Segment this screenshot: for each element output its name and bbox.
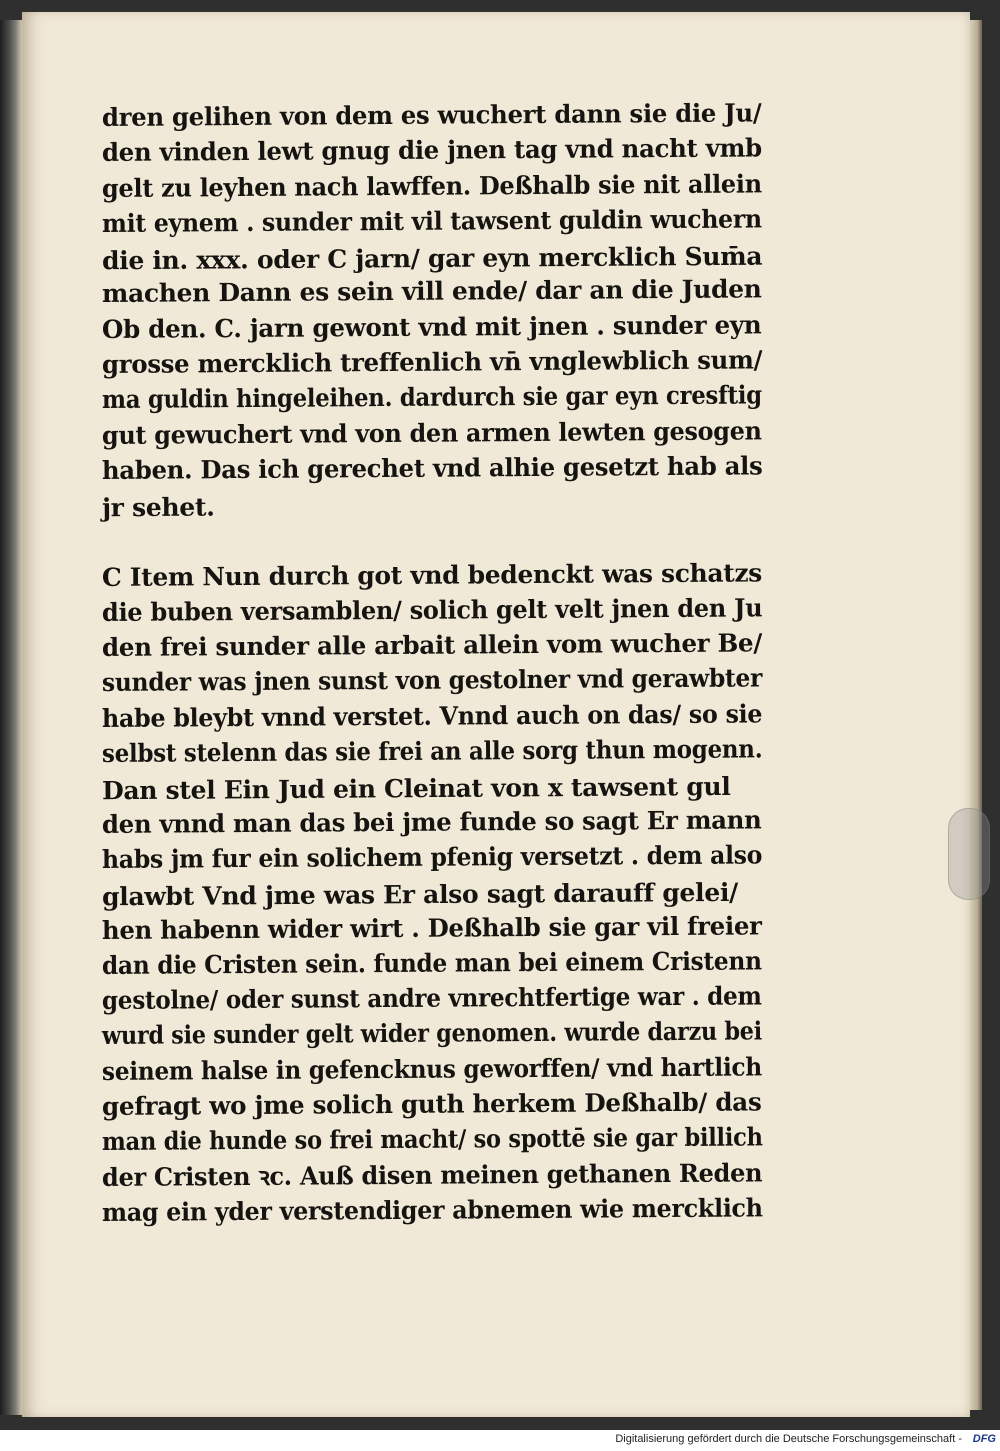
text-line: Ob den. C. jarn gewont vnd mit jnen . sunder eyn <box>101 310 762 344</box>
text-line: hen habenn wider wirt . Deßhalb sie gar vil freier <box>101 910 762 945</box>
text-line: die in. xxx. oder C jarn/ gar eyn mercklich Sum̄a <box>101 241 763 276</box>
paragraph-1 <box>102 100 762 524</box>
text-line: die buben versamblen/ solich gelt velt jnen den Ju <box>101 593 763 627</box>
text-line: mit eynem . sunder mit vil tawsent guldin wuchern <box>101 204 762 238</box>
text-line: habs jm fur ein solichem pfenig versetzt . dem also <box>101 840 763 874</box>
funding-notice: Digitalisierung gefördert durch die Deutsche Forschungsgemeinschaft - <box>615 1433 962 1445</box>
footer-bar <box>0 1430 1000 1451</box>
text-line: C Item Nun durch got vnd bedenckt was schatzs <box>101 557 763 592</box>
text-line: der Cristen ꝛc. Auß disen meinen gethanen Reden <box>101 1158 763 1192</box>
text-line: gelt zu leyhen nach lawffen. Deßhalb sie nit allein <box>101 168 762 203</box>
text-line: haben. Das ich gerechet vnd alhie gesetzt hab als <box>101 451 763 485</box>
text-line: selbst stelenn das sie frei an alle sorg thun mogenn. <box>101 734 763 769</box>
text-line: wurd sie sunder gelt wider genomen. wurde darzu bei <box>101 1016 763 1051</box>
dfg-logo: DFG <box>972 1433 996 1445</box>
text-line: Dan stel Ein Jud ein Cleinat von x tawsent gul <box>101 772 731 806</box>
text-line: man die hunde so frei macht/ so spottē sie gar billich <box>101 1122 763 1157</box>
text-line: sunder was jnen sunst von gestolner vnd gerawbter <box>101 663 763 698</box>
text-line: glawbt Vnd jme was Er also sagt darauff gelei/ <box>101 878 739 912</box>
text-line: seinem halse in gefencknus geworffen/ vnd hartlich <box>101 1052 762 1086</box>
page-edge <box>970 20 982 1410</box>
text-line: den frei sunder alle arbait allein vom wucher Be/ <box>101 628 763 663</box>
text-line: gestolne/ oder sunst andre vnrechtfertige war . dem <box>101 981 762 1016</box>
text-line: ma guldin hingeleihen. dardurch sie gar eyn cresftig <box>101 380 762 415</box>
text-line: gefragt wo jme solich guth herkem Deßhalb/ das <box>101 1087 762 1122</box>
text-line: grosse mercklich treffenlich vn̄ vnglewblich sum/ <box>101 345 763 380</box>
paragraph-2 <box>101 557 763 1231</box>
page-clip <box>948 808 990 900</box>
text-line: den vnnd man das bei jme funde so sagt Er mann <box>101 805 762 839</box>
text-line: den vinden lewt gnug die jnen tag vnd nacht vmb <box>101 133 762 168</box>
paragraph-gap <box>102 524 762 560</box>
page-text <box>102 100 762 1230</box>
text-line: mag ein yder verstendiger abnemen wie mercklich <box>101 1193 763 1227</box>
text-line: gut gewuchert vnd von den armen lewten gesogen <box>101 416 762 450</box>
text-line: habe bleybt vnnd verstet. Vnnd auch on das/ so sie <box>101 699 763 733</box>
text-line: dren gelihen von dem es wuchert dann sie die Ju/ <box>101 98 762 132</box>
text-line: jr sehet. <box>101 492 215 523</box>
text-line: machen Dann es sein vill ende/ dar an die Juden <box>101 274 762 309</box>
text-line: dan die Cristen sein. funde man bei einem Cristenn <box>101 946 762 980</box>
book-spine <box>0 20 22 1415</box>
